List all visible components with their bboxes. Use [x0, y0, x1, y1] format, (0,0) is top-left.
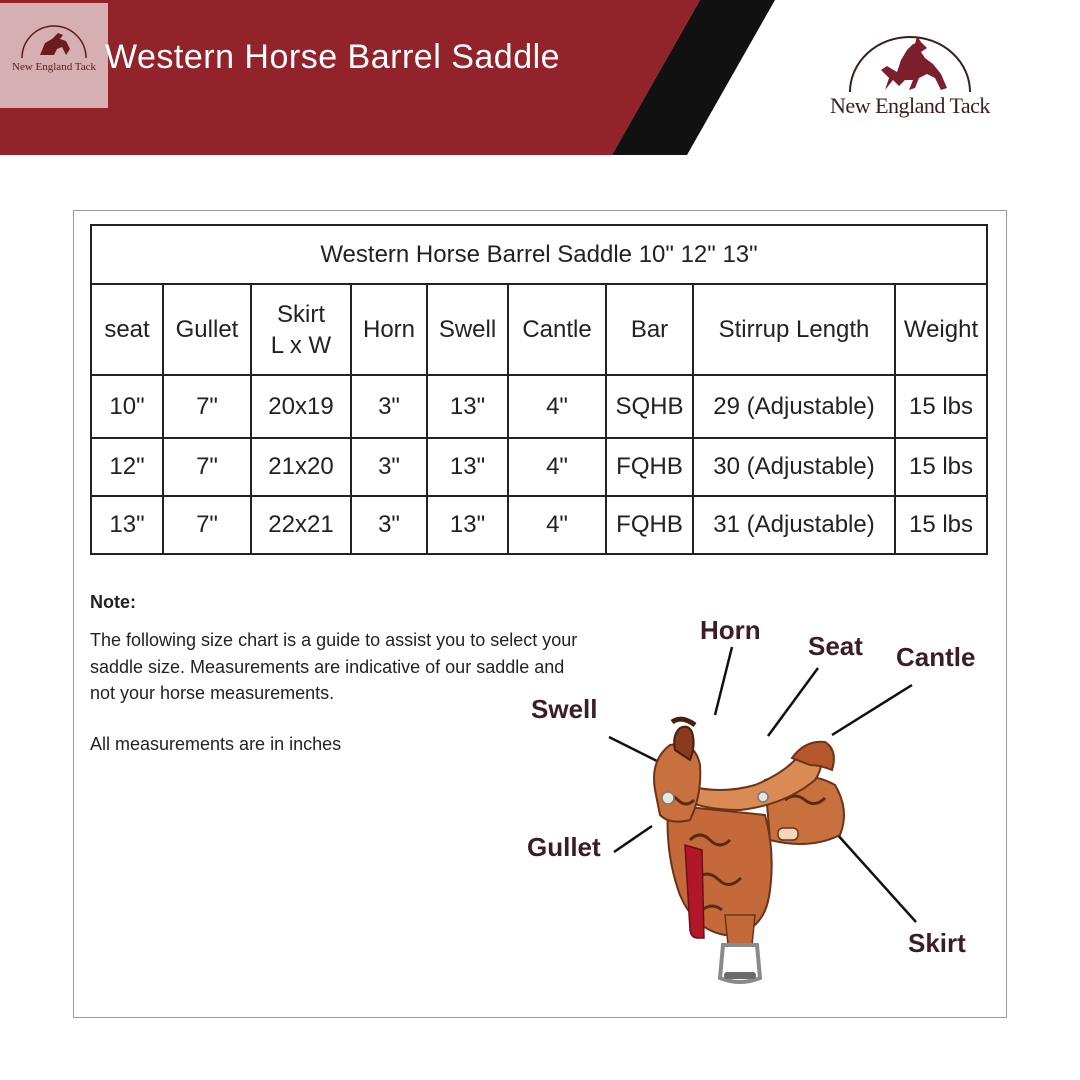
label-seat: Seat [808, 631, 863, 661]
cell-cantle: 4" [508, 375, 606, 438]
cell-gullet: 7" [163, 496, 251, 554]
cell-horn: 3" [351, 375, 427, 438]
table-row [91, 496, 987, 554]
cell-skirt: 21x20 [251, 438, 351, 496]
cell-bar: FQHB [606, 496, 693, 554]
brand-name: New England Tack [830, 93, 990, 118]
note-title: Note: [90, 592, 136, 612]
header-weight: Weight [895, 284, 987, 375]
note-units: All measurements are in inches [90, 734, 342, 754]
cell-cantle: 4" [508, 438, 606, 496]
label-cantle: Cantle [896, 642, 976, 672]
cell-stirrup-length: 30 (Adjustable) [693, 438, 895, 496]
cell-stirrup-length: 31 (Adjustable) [693, 496, 895, 554]
table-row [91, 438, 987, 496]
cell-bar: FQHB [606, 438, 693, 496]
cell-weight: 15 lbs [895, 496, 987, 554]
header-swell: Swell [427, 284, 508, 375]
size-chart-table [90, 224, 988, 555]
label-swell: Swell [531, 694, 598, 724]
label-gullet: Gullet [527, 832, 601, 862]
header-stirrup-length: Stirrup Length [693, 284, 895, 375]
cell-gullet: 7" [163, 375, 251, 438]
cell-seat: 10" [91, 375, 163, 438]
table-header-row [91, 284, 987, 375]
label-skirt: Skirt [908, 928, 966, 958]
header-bar: Bar [606, 284, 693, 375]
cell-swell: 13" [427, 438, 508, 496]
cell-horn: 3" [351, 496, 427, 554]
cell-cantle: 4" [508, 496, 606, 554]
cell-bar: SQHB [606, 375, 693, 438]
table-row [91, 375, 987, 438]
cell-stirrup-length: 29 (Adjustable) [693, 375, 895, 438]
cell-swell: 13" [427, 375, 508, 438]
small-logo-text: New England Tack [12, 61, 96, 73]
header-cantle: Cantle [508, 284, 606, 375]
header-banner [0, 0, 1080, 155]
header-skirt [251, 284, 351, 375]
brand-logo [815, 30, 1005, 130]
cell-gullet: 7" [163, 438, 251, 496]
cell-seat: 13" [91, 496, 163, 554]
note-text: The following size chart is a guide to assist you to select your saddle size. Measurements are indicative of our saddle and not your horse measurements. [90, 630, 578, 703]
cell-horn: 3" [351, 438, 427, 496]
header-skirt-line1: Skirt [277, 300, 325, 328]
cell-weight: 15 lbs [895, 375, 987, 438]
header-seat: seat [91, 284, 163, 375]
table-caption: Western Horse Barrel Saddle 10" 12" 13" [91, 225, 987, 284]
cell-seat: 12" [91, 438, 163, 496]
saddle-diagram [520, 600, 1000, 1000]
cell-skirt: 20x19 [251, 375, 351, 438]
cell-skirt: 22x21 [251, 496, 351, 554]
header-horn: Horn [351, 284, 427, 375]
table-caption-row [91, 225, 987, 284]
cell-weight: 15 lbs [895, 438, 987, 496]
label-horn: Horn [700, 615, 761, 645]
header-gullet: Gullet [163, 284, 251, 375]
header-skirt-line2: L x W [270, 331, 332, 359]
page-title: Western Horse Barrel Saddle [105, 38, 561, 76]
cell-swell: 13" [427, 496, 508, 554]
small-logo [0, 3, 108, 108]
